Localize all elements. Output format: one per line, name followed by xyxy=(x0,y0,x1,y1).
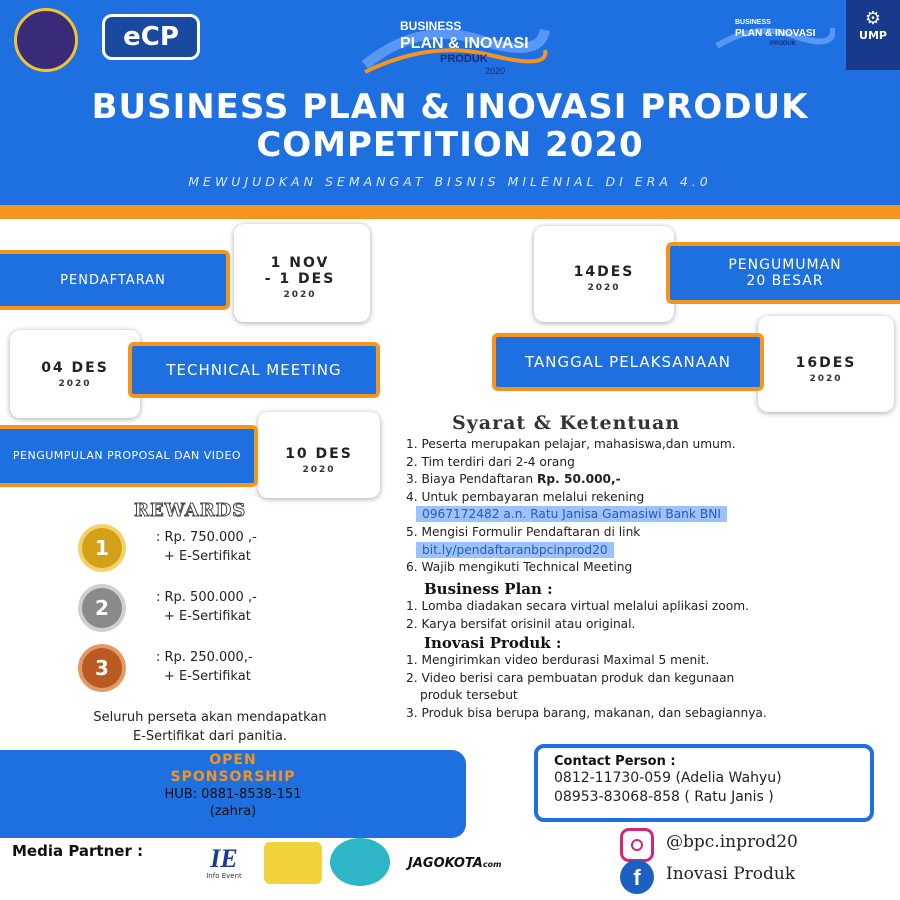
certificate-note: Seluruh perseta akan mendapatkan E-Sertifikat dari panitia. xyxy=(93,710,327,744)
pendaftaran-date: 1 NOV - 1 DES 2020 xyxy=(264,255,336,300)
ie-logo: IE Info Event xyxy=(206,844,242,880)
syarat-item: 2. Tim terdiri dari 2-4 orang xyxy=(406,454,575,469)
event-logo xyxy=(360,10,550,80)
silver-medal-icon: 2 xyxy=(82,588,122,628)
university-seal-logo xyxy=(14,8,78,72)
registration-link[interactable]: bit.ly/pendaftaranbpcinprod20 xyxy=(416,542,614,558)
event-logo-line2: PLAN & INOVASI xyxy=(400,35,529,52)
inovasi-item: 2. Video berisi cara pembuatan produk dan kegunaan xyxy=(406,670,735,685)
svg-text:PRODUK: PRODUK xyxy=(770,41,797,47)
proposal-date: 10 DES 2020 xyxy=(285,446,353,475)
event-logo-line3: PRODUK xyxy=(440,53,488,65)
syarat-item: 3. Biaya Pendaftaran Rp. 50.000,- xyxy=(406,472,621,487)
contact-phone-2[interactable]: 08953-83068-858 ( Ratu Janis ) xyxy=(554,789,774,805)
sponsorship-name: (zahra) xyxy=(209,804,257,819)
bp-item: 2. Karya bersifat orisinil atau original. xyxy=(406,616,636,631)
reward-3: : Rp. 250.000,- + E-Sertifikat xyxy=(156,650,253,684)
contact-title: Contact Person : xyxy=(554,754,676,769)
jagokota-logo: JAGOKOTAcom xyxy=(408,856,502,871)
event-logo-line4: 2020 xyxy=(485,66,506,76)
reward-2: : Rp. 500.000 ,- + E-Sertifikat xyxy=(156,590,257,624)
tagline: MEWUJUDKAN SEMANGAT BISNIS MILENIAL DI ERA 4.0 xyxy=(188,174,712,189)
syarat-item: 1. Peserta merupakan pelajar, mahasiswa,dan umum. xyxy=(406,437,736,451)
partner-logo-yellow xyxy=(264,842,322,884)
bp-item: 1. Lomba diadakan secara virtual melalui aplikasi zoom. xyxy=(406,599,749,613)
inovasi-item: 1. Mengirimkan video berdurasi Maximal 5 menit. xyxy=(406,653,710,667)
event-logo-small xyxy=(715,14,835,52)
syarat-item: 5. Mengisi Formulir Pendaftaran di link xyxy=(406,524,641,539)
inovasi-item: 3. Produk bisa berupa barang, makanan, dan sebagiannya. xyxy=(406,705,767,720)
svg-text:PLAN & INOVASI: PLAN & INOVASI xyxy=(735,28,816,39)
sponsorship-title-line1: OPEN xyxy=(209,752,257,768)
proposal-label: PENGUMPULAN PROPOSAL DAN VIDEO xyxy=(0,425,258,487)
reward-1: : Rp. 750.000 ,- + E-Sertifikat xyxy=(156,530,257,564)
partner-logo-circle xyxy=(330,838,390,886)
facebook-page[interactable]: Inovasi Produk xyxy=(666,864,796,884)
syarat-item: 4. Untuk pembayaran melalui rekening xyxy=(406,489,645,504)
technical-meeting-label: TECHNICAL MEETING xyxy=(128,342,380,398)
page-title xyxy=(0,88,900,164)
instagram-icon xyxy=(620,828,654,862)
sponsorship-box xyxy=(0,750,466,838)
business-plan-list xyxy=(406,598,896,633)
business-plan-title: Business Plan : xyxy=(424,580,553,598)
page-title-line2: COMPETITION 2020 xyxy=(256,125,644,165)
ump-logo xyxy=(846,0,900,70)
technical-date: 04 DES 2020 xyxy=(41,360,109,389)
ump-label: UMP xyxy=(859,29,887,42)
contact-box xyxy=(534,744,874,822)
inovasi-list xyxy=(406,652,896,722)
pengumuman-label: PENGUMUMAN 20 BESAR xyxy=(666,242,900,304)
media-partner-label: Media Partner : xyxy=(12,842,144,860)
svg-text:BUSINESS: BUSINESS xyxy=(735,19,771,26)
contact-phone-1[interactable]: 0812-11730-059 (Adelia Wahyu) xyxy=(554,770,782,786)
event-logo-line1: BUSINESS xyxy=(400,19,462,33)
pelaksanaan-date: 16DES 2020 xyxy=(795,355,857,384)
pengumuman-date: 14DES 2020 xyxy=(573,264,635,293)
rekening-value: 0967172482 a.n. Ratu Janisa Gamasiwi Bank BNI xyxy=(416,506,727,522)
fee-value: Rp. 50.000,- xyxy=(537,472,621,487)
pelaksanaan-label: TANGGAL PELAKSANAAN xyxy=(492,333,764,391)
ecp-logo: eCP xyxy=(102,14,200,60)
sponsorship-hub: HUB: 0881-8538-151 xyxy=(164,787,302,802)
rewards-title: REWARDS xyxy=(134,500,247,521)
sponsorship-title-line2: SPONSORSHIP xyxy=(170,769,296,785)
gold-medal-icon: 1 xyxy=(82,528,122,568)
facebook-icon: f xyxy=(620,860,654,894)
link-row xyxy=(406,542,896,560)
ump-emblem-icon: ⚙ xyxy=(864,8,882,29)
instagram-handle[interactable]: @bpc.inprod20 xyxy=(666,832,798,852)
header-orange-band xyxy=(0,205,900,219)
syarat-title: Syarat & Ketentuan xyxy=(452,412,681,434)
syarat-item: 6. Wajib mengikuti Technical Meeting xyxy=(406,560,633,575)
bronze-medal-icon: 3 xyxy=(82,648,122,688)
syarat-list xyxy=(406,436,896,577)
page-title-line1: BUSINESS PLAN & INOVASI PRODUK xyxy=(91,87,809,127)
inovasi-title: Inovasi Produk : xyxy=(424,634,562,652)
inovasi-item: produk tersebut xyxy=(420,688,518,703)
pendaftaran-label: PENDAFTARAN xyxy=(0,250,230,310)
rekening-row xyxy=(406,506,896,524)
